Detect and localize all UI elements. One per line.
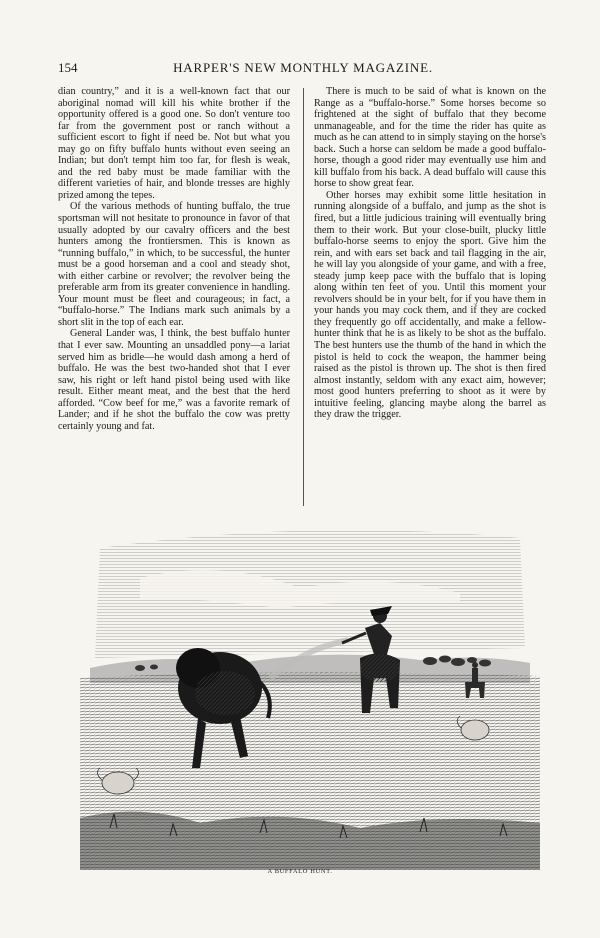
paragraph: dian country,” and it is a well-known fact that our aboriginal nomad will kill his white brother if the opportunity offered is a good one. So don't venture too far from the government post or ranch without a sufficient escort to fight if need be. Not but what you may go on fifty buffalo hunts without even seeing an Indian; but don't tempt him too far, for flesh is weak, and the red baby must be made familiar with the different varieties of hair, and blonde tresses are highly prized among the tepes. (58, 86, 290, 201)
page-number: 154 (58, 60, 78, 75)
buffalo-hunt-engraving (80, 518, 540, 870)
column-divider (303, 88, 304, 506)
magazine-title: HARPER'S NEW MONTHLY MAGAZINE. (173, 60, 433, 75)
foreground-brush (80, 812, 540, 870)
running-header (58, 58, 548, 78)
paragraph: Of the various methods of hunting buffalo, the true sportsman will not hesitate to pronounce in favor of that usually adopted by our cavalry officers and the best hunters among the frontiersmen. This is known as “running buffalo,” in which, to be successful, the hunter must be a good horseman and a cool and steady shot, with either carbine or revolver; the revolver being the preferable arm from its greater convenience in handling. Your mount must be fleet and courageous; in fact, a “buffalo-horse.” The Indians mark such animals by a short slit in the top of each ear. (58, 201, 290, 328)
left-column (58, 86, 290, 432)
paragraph: General Lander was, I think, the best buffalo hunter that I ever saw. Mounting an unsaddled pony—a lariat served him as bridle—he would dash among a herd of buffalo. He was the best two-handed shot that I ever saw, his right or left hand pistol being used with like result. Either meant meat, and the best that the herd afforded. “Cow beef for me,” was a favorite remark of Lander; and if he shot the buffalo the cow was pretty certainly young and fat. (58, 328, 290, 432)
right-column (314, 86, 546, 421)
paragraph: There is much to be said of what is known on the Range as a “buffalo-horse.” Some horses become so frightened at the sight of buffalo that they become unmanageable, and for the time the rider has quite as much as he can attend to in simply staying on the horse's back. Such a horse can seldom be made a good buffalo-horse, though a good rider may eventually use him and kill buffalo from his back. A dead buffalo will cause this horse to show great fear. (314, 86, 546, 190)
paragraph: Other horses may exhibit some little hesitation in running alongside of a buffalo, and jump as the shot is fired, but a little judicious training will eventually bring them to their work. But your close-built, plucky little buffalo-horse seems to enjoy the sport. Give him the rein, and with ears set back and tail flagging in the air, he will lay you alongside of your game, and with a free, steady jump keep pace with the buffalo that is loping along within ten feet of you. Until this moment your revolvers should be in your belt, for if you have them in your hands you may cock them, and if they are cocked they frequently go off accidentally, and make a fellow-hunter think that he is as likely to be shot as the buffalo. The best hunters use the thumb of the hand in which the pistol is held to cock the weapon, the hammer being raised as the pistol is thrown up. The shot is then fired almost instantly, seldom with any exact aim, however; most good hunters preferring to shoot as it were by intuitive feeling, glancing maybe along the barrel as they draw the trigger. (314, 189, 546, 421)
illustration-caption: A BUFFALO HUNT. (267, 868, 333, 875)
article-body (58, 86, 548, 510)
